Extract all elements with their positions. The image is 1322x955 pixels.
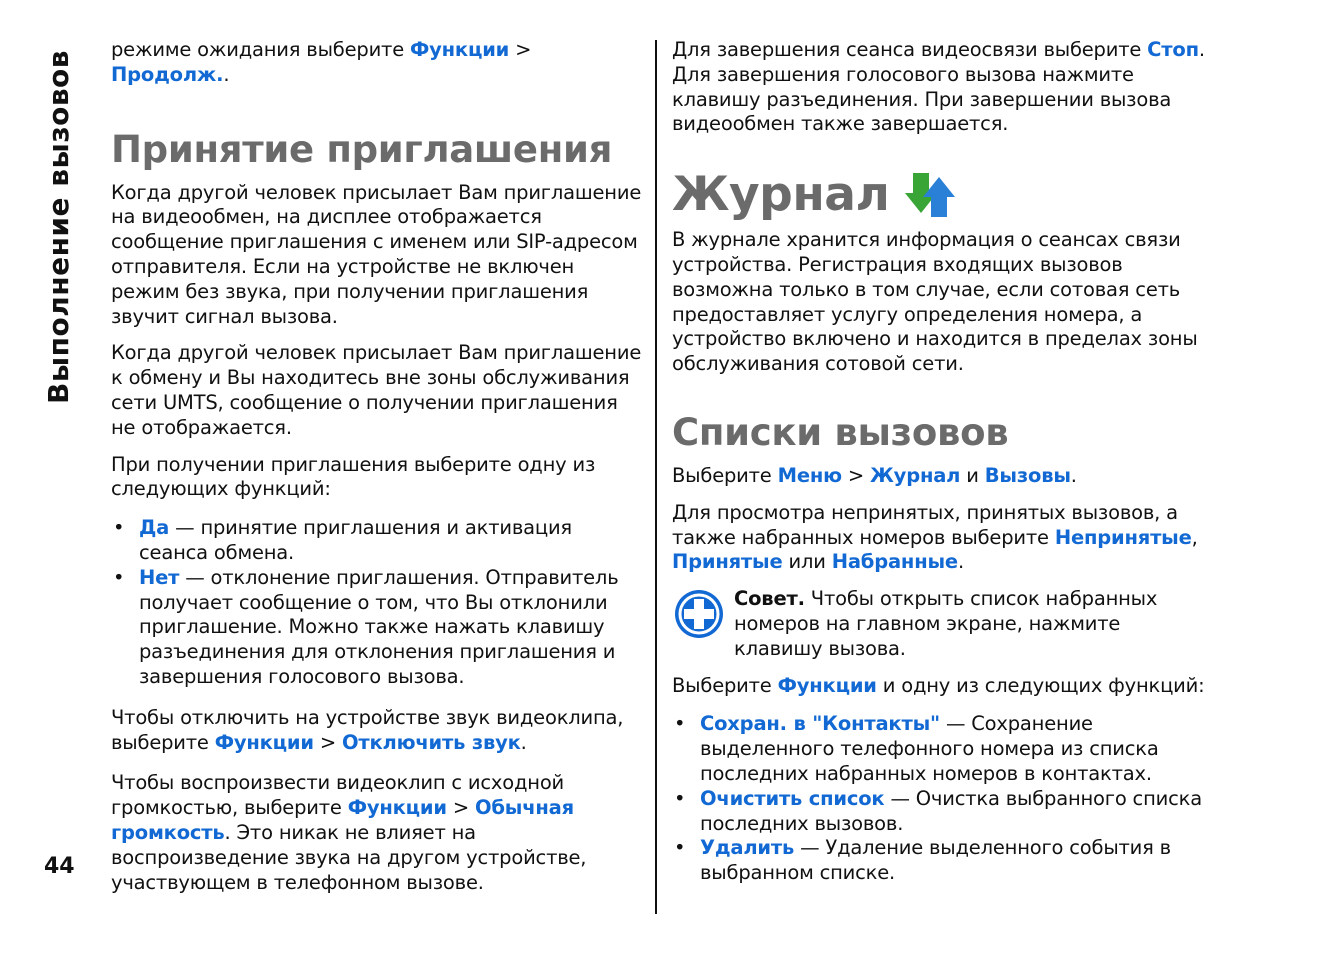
paragraph-view-calls: Для просмотра непринятых, принятых вызовов, а также набранных номеров выберите Непринятые, Принятые или Набранные. xyxy=(672,500,1198,574)
link-calls[interactable]: Вызовы xyxy=(984,463,1071,487)
heading-accept-invitation: Принятие приглашения xyxy=(111,127,613,171)
intro-paragraph: режиме ожидания выберите Функции > Продолж.. xyxy=(111,38,532,86)
option-yes[interactable]: Да xyxy=(139,516,170,540)
option-clear-list[interactable]: Очистить список xyxy=(700,786,885,810)
tip-text: Совет. Чтобы открыть список набранных номеров на главном экране, нажмите клавишу вызова. xyxy=(734,587,1158,660)
paragraph-end-call: Для завершения сеанса видеосвязи выберите Стоп. Для завершения голосового вызова нажмите клавишу разъединения. При завершении вызова видеообмен также завершается. xyxy=(672,38,1205,136)
log-arrows-icon xyxy=(903,171,957,219)
paragraph-out-of-coverage: Когда другой человек присылает Вам приглашение к обмену и Вы находитесь вне зоны обслуживания сети UMTS, сообщение о получении приглашения не отображается. xyxy=(111,341,642,439)
heading-log xyxy=(672,167,1212,222)
right-column xyxy=(672,38,1212,898)
option-save-contacts[interactable]: Сохран. в "Контакты" xyxy=(700,712,940,736)
list-item: • Очистить список — Очистка выбранного списка последних вызовов. xyxy=(672,787,1212,837)
paragraph-choose-functions: При получении приглашения выберите одну из следующих функций: xyxy=(111,452,596,501)
paragraph-invitation: Когда другой человек присылает Вам приглашение на видеообмен, на дисплее отображается сообщение приглашения с именем или SIP-адресом отправителя. Если на устройстве не включен режим без звука, при получении приглашения звучит сигнал вызова. xyxy=(111,180,642,328)
plus-circle-icon xyxy=(672,587,726,641)
link-functions[interactable]: Функции xyxy=(347,796,447,820)
link-functions[interactable]: Функции xyxy=(410,38,510,61)
link-stop[interactable]: Стоп xyxy=(1147,38,1199,61)
heading-call-lists: Списки вызовов xyxy=(672,410,1009,454)
link-normal-volume[interactable]: Обычная громкость xyxy=(111,796,574,844)
list-item: • Нет — отклонение приглашения. Отправитель получает сообщение о том, что Вы отклонили приглашение. Можно также нажать клавишу разъединения для отклонения приглашения и завершения голосового вызова. xyxy=(111,566,643,690)
list-item: • Сохран. в "Контакты" — Сохранение выделенного телефонного номера из списка последних набранных номеров в контактах. xyxy=(672,712,1212,786)
link-log[interactable]: Журнал xyxy=(870,463,961,487)
option-no[interactable]: Нет xyxy=(139,565,180,589)
paragraph-choose-functions: Выберите Функции и одну из следующих функций: xyxy=(672,673,1205,697)
column-divider xyxy=(655,40,657,914)
list-item: • Да — принятие приглашения и активация сеанса обмена. xyxy=(111,516,643,566)
tip-box xyxy=(672,587,1212,661)
link-functions[interactable]: Функции xyxy=(777,673,877,697)
paragraph-volume: Чтобы воспроизвести видеоклип с исходной громкостью, выберите Функции > Обычная громкость. Это никак не влияет на воспроизведение звука на другом устройстве, участвующем в телефонном вызове. xyxy=(111,771,587,894)
tip-label: Совет. xyxy=(734,587,805,611)
option-delete[interactable]: Удалить xyxy=(700,836,795,860)
paragraph-log: В журнале хранится информация о сеансах связи устройства. Регистрация входящих вызовов возможна только в том случае, если сотовая сеть предоставляет услугу определения номера, а устройство включено и находится в пределах зоны обслуживания сотовой сети. xyxy=(672,228,1198,376)
link-menu[interactable]: Меню xyxy=(777,463,842,487)
link-functions[interactable]: Функции xyxy=(214,730,314,754)
section-side-title xyxy=(38,38,78,408)
left-column xyxy=(111,38,643,907)
invitation-options-list xyxy=(111,516,643,690)
link-mute[interactable]: Отключить звук xyxy=(342,730,521,754)
paragraph-select-menu: Выберите Меню > Журнал и Вызовы. xyxy=(672,463,1077,487)
page-number: 44 xyxy=(44,854,75,879)
link-dialed[interactable]: Набранные xyxy=(831,550,958,574)
link-missed[interactable]: Непринятые xyxy=(1054,525,1192,549)
link-received[interactable]: Принятые xyxy=(672,550,783,574)
call-list-options xyxy=(672,712,1212,886)
section-title-text: Выполнение вызовов xyxy=(42,49,75,404)
heading-log-text: Журнал xyxy=(672,167,890,223)
paragraph-mute: Чтобы отключить на устройстве звук видеоклипа, выберите Функции > Отключить звук. xyxy=(111,705,624,754)
list-item: • Удалить — Удаление выделенного события в выбранном списке. xyxy=(672,836,1212,886)
link-continue[interactable]: Продолж. xyxy=(111,62,224,86)
